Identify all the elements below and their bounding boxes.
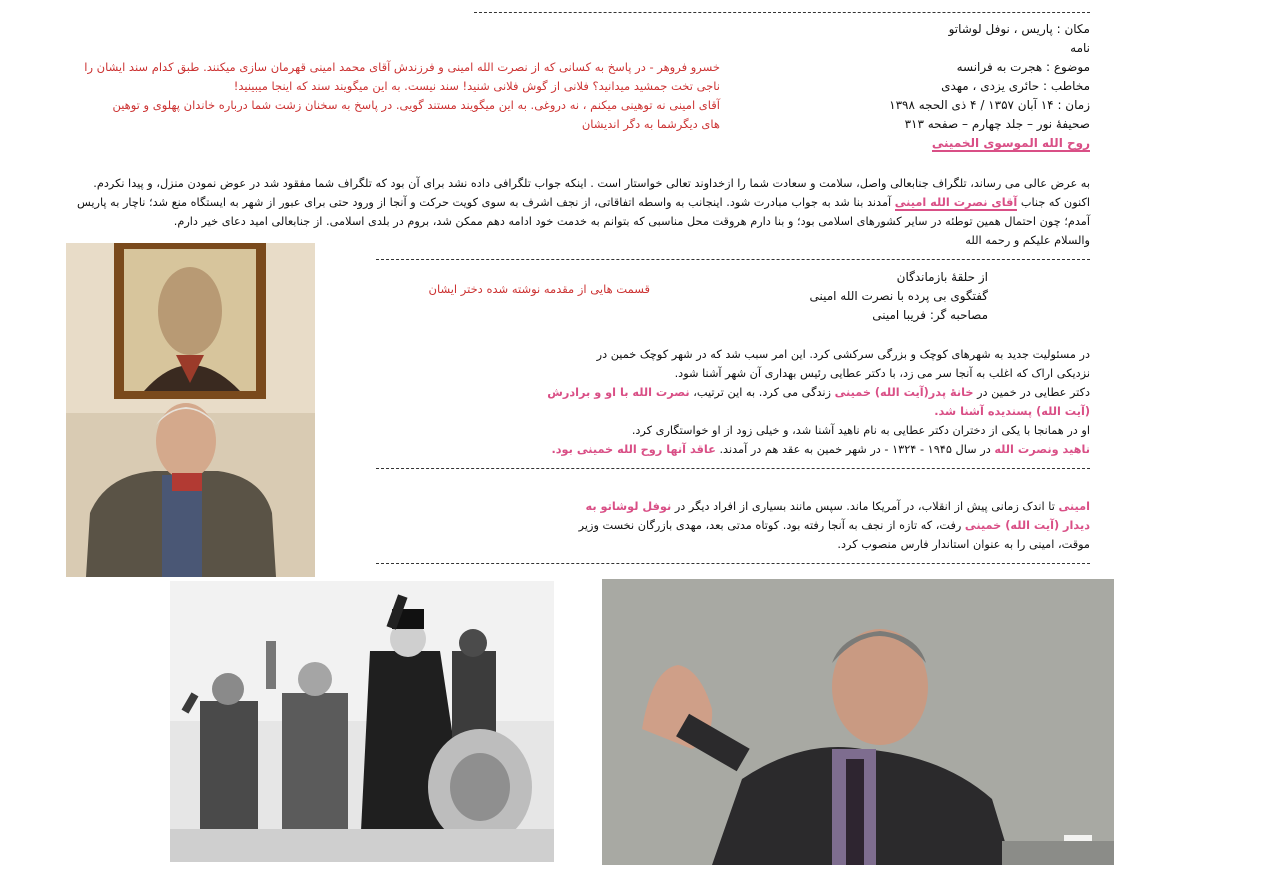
commentary-line: های دیگرشما به دگر اندیشان <box>581 117 720 131</box>
body-line: به عرض عالی می رساند، تلگراف جنابعالی واصل، سلامت و سعادت شما را ازخداوند تعالی خواستار است . اینکه جواب تلگرافی داده نشد برای آن بود که تلگراف شما مفقود شد در عوض نمودن منزل، و پیدا نکردم. <box>93 177 1090 190</box>
commentary-line: ناجی تخت جمشید میدانید؟ فلانی از گوش فلانی شنید! سند نیست. به این میگویند سند که اینجا میبینید! <box>233 79 720 93</box>
interview-source <box>628 268 988 325</box>
top-divider <box>474 12 1090 13</box>
interview-text: تا اندک زمانی پیش از انقلاب، در آمریکا ماند. سپس مانند بسیاری از افراد دیگر در <box>674 500 1055 513</box>
highlight-text: خانهٔ پدر(آیت الله) خمینی <box>834 386 974 399</box>
highlight-line: (آیت الله) پسندیده آشنا شد. <box>934 405 1090 418</box>
highlight-text: دیدار (آیت الله) خمینی <box>964 519 1090 532</box>
section-divider <box>376 468 1090 469</box>
letter-subject: موضوع : هجرت به فرانسه <box>956 60 1090 74</box>
highlight-text: نوفل لوشاتو به <box>585 500 672 513</box>
interview-text: دکتر عطایی در خمین در <box>977 386 1090 399</box>
interview-line <box>520 497 1090 516</box>
letter-body <box>4 174 1090 250</box>
bottom-divider <box>376 563 1090 564</box>
interview-line: او در همانجا با یکی از دختران دکتر عطایی به نام ناهید آشنا شد، و خیلی زود از او خواستگاری کرد. <box>631 424 1090 437</box>
interview-paragraph-1 <box>520 345 1090 459</box>
highlight-text: نصرت الله با او و برادرش <box>547 386 690 399</box>
body-text: آمدند بنا شد به جواب مبادرت شود. اینجانب به واسطه اتفاقاتی، از نجف اشرف به سوی کویت حرکت و آنجا از ورود حتی برای عبور از شهر به ایستگاه منع شد؛ ناچار به پاریس <box>76 196 892 209</box>
letter-type: نامه <box>1070 41 1090 55</box>
interview-divider <box>376 259 1090 260</box>
portrait-photo <box>66 243 315 577</box>
letter-source: صحیفهٔ نور – جلد چهارم – صفحه ۳۱۳ <box>904 117 1090 131</box>
highlight-text: عاقد آنها روح الله خمینی بود. <box>551 443 716 456</box>
commentary-line: خسرو فروهر - در پاسخ به کسانی که از نصرت الله امینی و فرزندش آقای محمد امینی قهرمان سازی میکنند. طبق کدام سند ایشان را <box>84 60 720 74</box>
interview-line <box>520 440 1090 459</box>
letter-recipient: مخاطب : حائری یزدی ، مهدی <box>941 79 1090 93</box>
body-line: والسلام علیکم و رحمه الله <box>965 234 1090 247</box>
letter-signature: روح الله الموسوی الخمینی <box>931 136 1090 150</box>
highlight-text: ناهید ونصرت الله <box>994 443 1090 456</box>
interview-text: رفت، که تازه از نجف به آنجا رفته بود. کوتاه مدتی بعد، مهدی بازرگان نخست وزیر <box>578 519 962 532</box>
commentary-block <box>40 58 720 134</box>
highlight-name: آقای نصرت الله امینی <box>894 196 1018 209</box>
interview-paragraph-2 <box>520 497 1090 554</box>
highlight-text: امینی <box>1058 500 1090 513</box>
body-text: اکنون که جناب <box>1020 196 1090 209</box>
letter-header <box>670 20 1090 153</box>
interview-text: زندگی می کرد. به این ترتیب، <box>693 386 831 399</box>
interview-line <box>520 383 1090 402</box>
speaker-photo <box>602 579 1114 865</box>
interview-text: در سال ۱۹۴۵ - ۱۳۲۴ - در شهر خمین به عقد هم در آمدند. <box>719 443 991 456</box>
interview-interviewer: مصاحبه گر: فریبا امینی <box>872 308 988 322</box>
letter-date: زمان : ۱۴ آبان ۱۳۵۷ / ۴ ذی الحجه ۱۳۹۸ <box>889 98 1090 112</box>
interview-line: در مسئولیت جدید به شهرهای کوچک و بزرگی سرکشی کرد. این امر سبب شد که در شهر کوچک خمین در <box>596 348 1090 361</box>
commentary-line: آقای امینی نه توهینی میکنم ، نه دروغی. به این میگویند مستند گویی. در پاسخ به سخنان زشت شما درباره خاندان پهلوی و توهین <box>112 98 720 112</box>
letter-place: مکان : پاریس ، نوفل لوشاتو <box>948 22 1090 36</box>
historical-photo <box>170 581 554 862</box>
interview-note: قسمت هایی از مقدمه نوشته شده دختر ایشان <box>428 282 650 296</box>
interview-book: از حلقهٔ بازماندگان <box>896 270 988 284</box>
body-line: آمدم؛ چون احتمال همین توطئه در سایر کشورهای اسلامی بود؛ و بنا دارم هروقت محل مناسبی که بتوانم به خدمت خود ادامه دهم ممکن شد، بروم در بلدی اسلامی. از جنابعالی امید دعای خیر دارم. <box>173 215 1090 228</box>
interview-line: نزدیکی اراک که اغلب به آنجا سر می زد، با دکتر عطایی رئیس بهداری آن شهر آشنا شود. <box>674 367 1090 380</box>
interview-line <box>520 516 1090 535</box>
interview-line: موقت، امینی را به عنوان استاندار فارس منصوب کرد. <box>837 538 1090 551</box>
interview-title: گفتگوی بی پرده با نصرت الله امینی <box>809 289 988 303</box>
body-line <box>4 193 1090 212</box>
